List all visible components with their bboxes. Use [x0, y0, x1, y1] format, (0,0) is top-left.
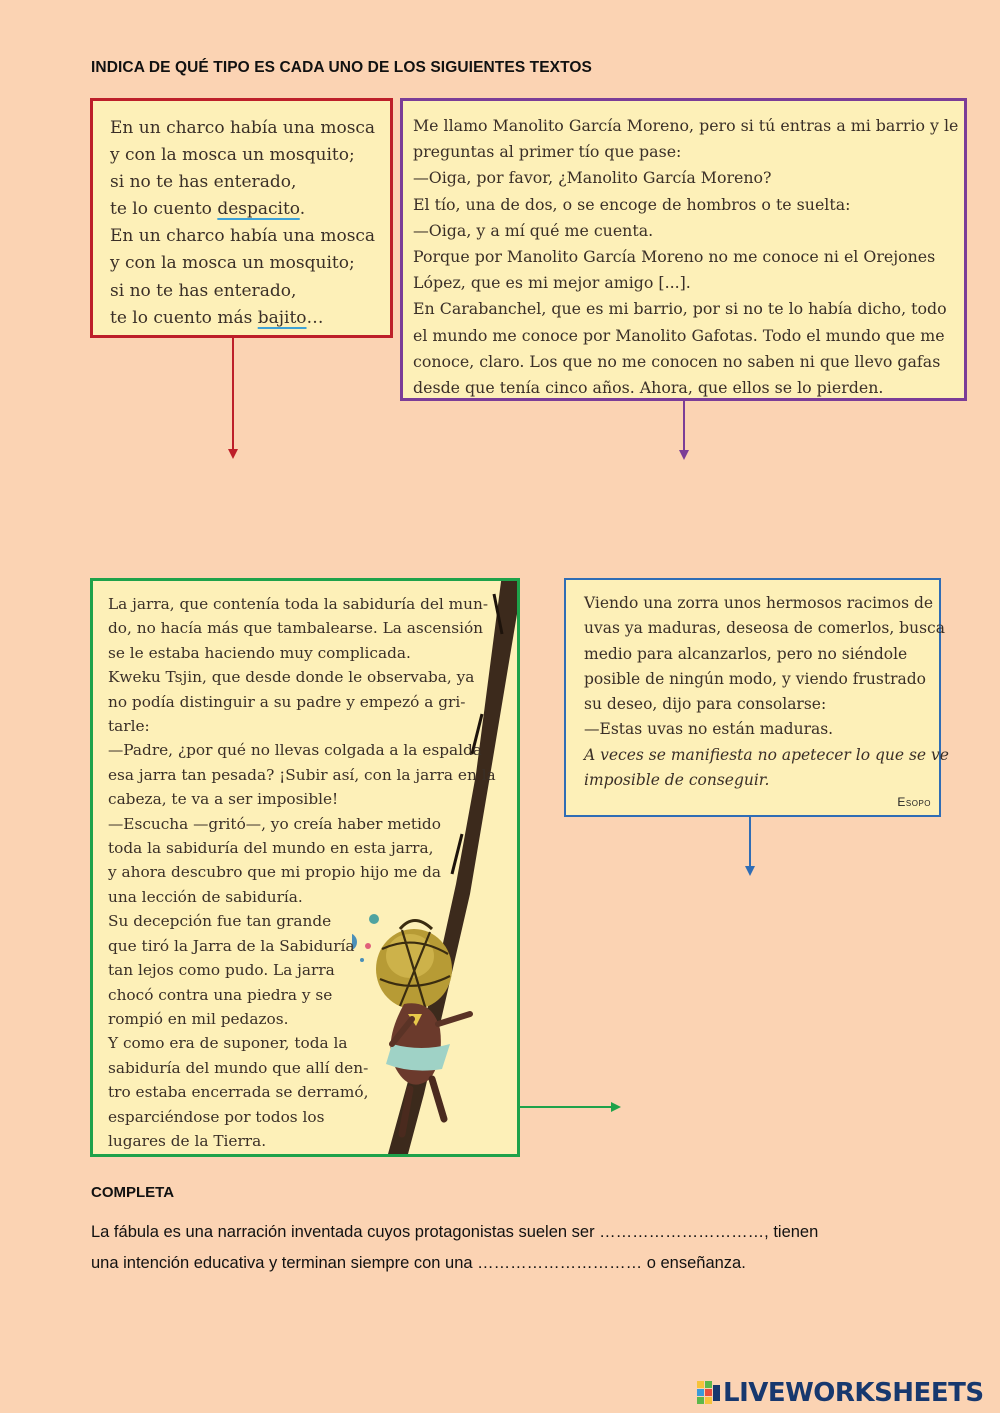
- underlined-word-despacito: despacito: [217, 199, 300, 220]
- zorra-line: uvas ya maduras, deseosa de comerlos, busca: [584, 619, 945, 638]
- poem-line: y con la mosca un mosquito;: [110, 145, 355, 166]
- jarra-line: toda la sabiduría del mundo en esta jarra,: [108, 839, 434, 858]
- jarra-line: sabiduría del mundo que allí den-: [108, 1058, 369, 1077]
- poem-line: En un charco había una mosca: [110, 226, 376, 247]
- manolito-line: López, que es mi mejor amigo [...].: [413, 273, 691, 293]
- blue-arrow-down: [743, 816, 757, 878]
- zorra-moral-line: A veces se manifiesta no apetecer lo que se ve: [584, 745, 949, 764]
- manolito-line: desde que tenía cinco años. Ahora, que ellos se lo pierden.: [413, 378, 884, 398]
- zorra-moral-line: imposible de conseguir.: [584, 771, 770, 790]
- manolito-line: preguntas al primer tío que pase:: [413, 142, 682, 162]
- text-box-jarra: [90, 578, 520, 1157]
- zorra-line: —Estas uvas no están maduras.: [584, 720, 834, 739]
- jarra-line: se le estaba haciendo muy complicada.: [108, 643, 411, 662]
- jarra-line: rompió en mil pedazos.: [108, 1009, 289, 1028]
- jarra-line: no podía distinguir a su padre y empezó a gri-: [108, 692, 466, 711]
- jarra-line: Y como era de suponer, toda la: [108, 1034, 348, 1053]
- manolito-line: conoce, claro. Los que no me conocen no saben ni que llevo gafas: [413, 351, 941, 371]
- poem-line: te lo cuento más bajito…: [110, 307, 324, 328]
- liveworksheets-brand: [697, 1378, 984, 1408]
- jarra-line: —Padre, ¿por qué no llevas colgada a la espalda: [108, 741, 482, 760]
- jarra-line: tarle:: [108, 717, 150, 736]
- red-arrow-down: [226, 337, 240, 461]
- jarra-line: tan lejos como pudo. La jarra: [108, 961, 335, 980]
- completa-sentence-line-2: una intención educativa y terminan siempre con una ………………………… o enseñanza.: [91, 1254, 746, 1272]
- manolito-line: —Oiga, y a mí qué me cuenta.: [413, 220, 654, 240]
- manolito-line: En Carabanchel, que es mi barrio, por si no te lo había dicho, todo: [413, 299, 947, 319]
- jarra-line: que tiró la Jarra de la Sabiduría: [108, 936, 355, 955]
- underlined-word-bajito: bajito: [257, 307, 307, 328]
- liveworksheets-logo-icon: [697, 1381, 721, 1405]
- manolito-line: —Oiga, por favor, ¿Manolito García Moreno?: [413, 168, 772, 188]
- manolito-line: El tío, una de dos, o se encoge de hombros o te suelta:: [413, 194, 851, 214]
- worksheet-heading: INDICA DE QUÉ TIPO ES CADA UNO DE LOS SIGUIENTES TEXTOS: [91, 59, 592, 76]
- jarra-line: cabeza, te va a ser imposible!: [108, 790, 339, 809]
- jarra-line: lugares de la Tierra.: [108, 1131, 267, 1150]
- manolito-line: Me llamo Manolito García Moreno, pero si tú entras a mi barrio y le: [413, 116, 959, 135]
- jarra-line: tro estaba encerrada se derramó,: [108, 1083, 369, 1102]
- text-box-manolito: [400, 98, 967, 401]
- jarra-line: chocó contra una piedra y se: [108, 985, 333, 1004]
- author-credit: Esopo: [897, 795, 931, 809]
- text-box-poem: [90, 98, 393, 338]
- zorra-line: medio para alcanzarlos, pero no siéndole: [584, 644, 908, 663]
- zorra-line: posible de ningún modo, y viendo frustrado: [584, 669, 926, 688]
- brand-name: LIVEWORKSHEETS: [723, 1378, 984, 1408]
- purple-arrow-down: [677, 400, 691, 462]
- jarra-line: esa jarra tan pesada? ¡Subir así, con la jarra en la: [108, 765, 496, 784]
- jarra-line: La jarra, que contenía toda la sabiduría del mun-: [108, 595, 489, 613]
- jarra-line: —Escucha —gritó—, yo creía haber metido: [108, 814, 441, 833]
- poem-line: si no te has enterado,: [110, 172, 297, 193]
- completa-heading: COMPLETA: [91, 1184, 175, 1201]
- jarra-line: una lección de sabiduría.: [108, 887, 303, 906]
- poem-line: y con la mosca un mosquito;: [110, 253, 355, 274]
- poem-line: si no te has enterado,: [110, 280, 297, 301]
- text-box-zorra: [564, 578, 949, 817]
- zorra-line: Viendo una zorra unos hermosos racimos de: [584, 594, 934, 612]
- green-arrow-right: [519, 1100, 623, 1114]
- jarra-line: do, no hacía más que tambalearse. La ascensión: [108, 619, 484, 638]
- poem-line: te lo cuento despacito.: [110, 199, 306, 220]
- manolito-line: Porque por Manolito García Moreno no me conoce ni el Orejones: [413, 247, 936, 267]
- jarra-line: esparciéndose por todos los: [108, 1107, 325, 1126]
- completa-sentence-line-1: La fábula es una narración inventada cuyos protagonistas suelen ser …………………………, tienen: [91, 1223, 819, 1241]
- manolito-line: el mundo me conoce por Manolito Gafotas. Todo el mundo que me: [413, 325, 945, 345]
- jarra-line: Kweku Tsjin, que desde donde le observaba, ya: [108, 668, 475, 687]
- zorra-line: su deseo, dijo para consolarse:: [584, 695, 827, 714]
- jarra-line: Su decepción fue tan grande: [108, 912, 332, 931]
- poem-line: En un charco había una mosca: [110, 118, 376, 138]
- jarra-line: y ahora descubro que mi propio hijo me da: [108, 863, 442, 882]
